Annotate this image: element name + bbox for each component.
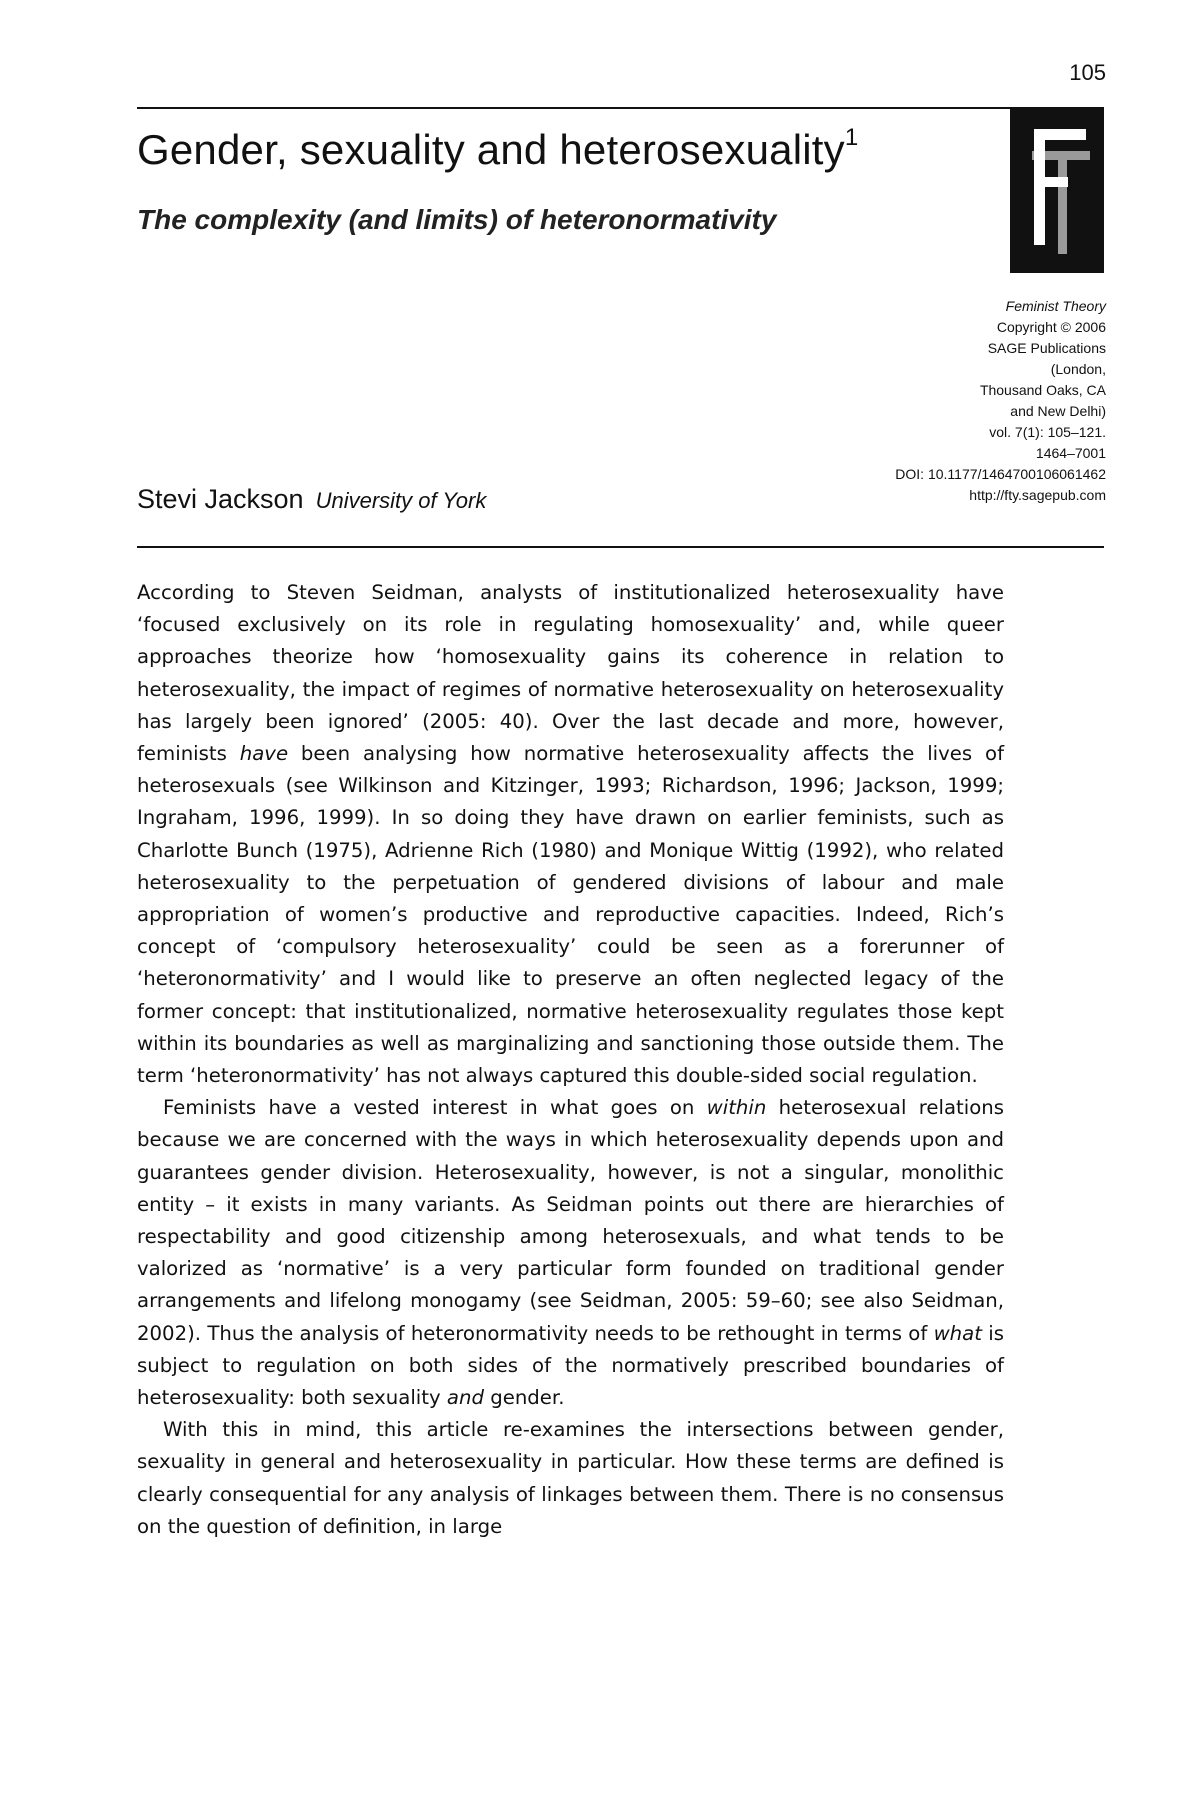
meta-line: SAGE Publications	[987, 340, 1106, 356]
ft-logo-icon	[1010, 107, 1104, 273]
emphasis: what	[933, 1321, 982, 1345]
header-bottom-rule	[137, 546, 1104, 548]
emphasis: within	[706, 1096, 767, 1120]
meta-line: (London,	[1050, 361, 1106, 377]
meta-line: Thousand Oaks, CA	[979, 382, 1106, 398]
article-title-text: Gender, sexuality and heterosexuality	[137, 126, 845, 173]
doi-line: DOI: 10.1177/1464700106061462	[895, 466, 1106, 482]
body-paragraph: According to Steven Seidman, analysts of institutionalized heterosexuality have ‘focused exclusively on its role in regulating homosexuality’ and, while queer approaches theorize how ‘homosexuality gains its coherence in relation to heterosexuality, the impact of regimes of normative heterosexuality on heterosexuality has largely been ignored’ (2005: 40). Over the last decade and more, however, feminists have been analysing how normative heterosexuality affects the lives of heterosexuals (see Wilkinson and Kitzinger, 1993; Richardson, 1996; Jackson, 1999; Ingraham, 1996, 1999). In so doing they have drawn on earlier feminists, such as Charlotte Bunch (1975), Adrienne Rich (1980) and Monique Wittig (1992), who related heterosexuality to the perpetuation of gendered divisions of labour and male appropriation of women’s productive and reproductive capacities. Indeed, Rich’s concept of ‘compulsory heterosexuality’ could be seen as a forerunner of ‘heteronormativity’ and I would like to preserve an often neglected legacy of the former concept: that institutionalized, normative heterosexuality regulates those kept within its boundaries as well as marginalizing and sanctioning those outside them. The term ‘heteronormativity’ has not always captured this double-sided social regulation.	[137, 581, 1005, 1088]
journal-metadata	[895, 296, 1106, 506]
page-number: 105	[1069, 60, 1106, 85]
article-body	[137, 577, 1004, 1543]
top-rule	[137, 107, 1010, 109]
body-paragraph: With this in mind, this article re-examines the intersections between gender, sexuality in general and heterosexuality in particular. How these terms are defined is clearly consequential for any analysis of linkages between them. There is no consensus on the question of definition, in large	[137, 1418, 1004, 1538]
meta-line: vol. 7(1): 105–121.	[989, 424, 1106, 440]
article-subtitle: The complexity (and limits) of heteronormativity	[137, 204, 777, 235]
body-paragraph: Feminists have a vested interest in what goes on within heterosexual relations because we are concerned with the ways in which heterosexuality depends upon and guarantees gender division. Heterosexuality, however, is not a singular, monolithic entity – it exists in many variants. As Seidman points out there are hierarchies of respectability and good citizenship among heterosexuals, and what tends to be valorized as ‘normative’ is a very particular form founded on traditional gender arrangements and lifelong monogamy (see Seidman, 2005: 59–60; see also Seidman, 2002). Thus the analysis of heteronormativity needs to be rethought in terms of what is subject to regulation on both sides of the normatively prescribed boundaries of heterosexuality: both sexuality and gender.	[137, 1096, 1004, 1410]
title-footnote-mark[interactable]: 1	[844, 124, 859, 151]
meta-line: and New Delhi)	[1010, 403, 1106, 419]
emphasis: and	[446, 1386, 484, 1410]
author-affiliation: University of York	[315, 488, 487, 513]
meta-line: Copyright © 2006	[996, 319, 1106, 335]
meta-line: 1464–7001	[1035, 445, 1106, 461]
journal-name: Feminist Theory	[1005, 298, 1106, 314]
article-title	[137, 126, 858, 174]
author-line	[137, 484, 486, 515]
author-name: Stevi Jackson	[137, 484, 304, 514]
journal-url[interactable]: http://fty.sagepub.com	[969, 487, 1106, 503]
emphasis: have	[239, 742, 289, 766]
journal-logo	[1010, 107, 1104, 273]
